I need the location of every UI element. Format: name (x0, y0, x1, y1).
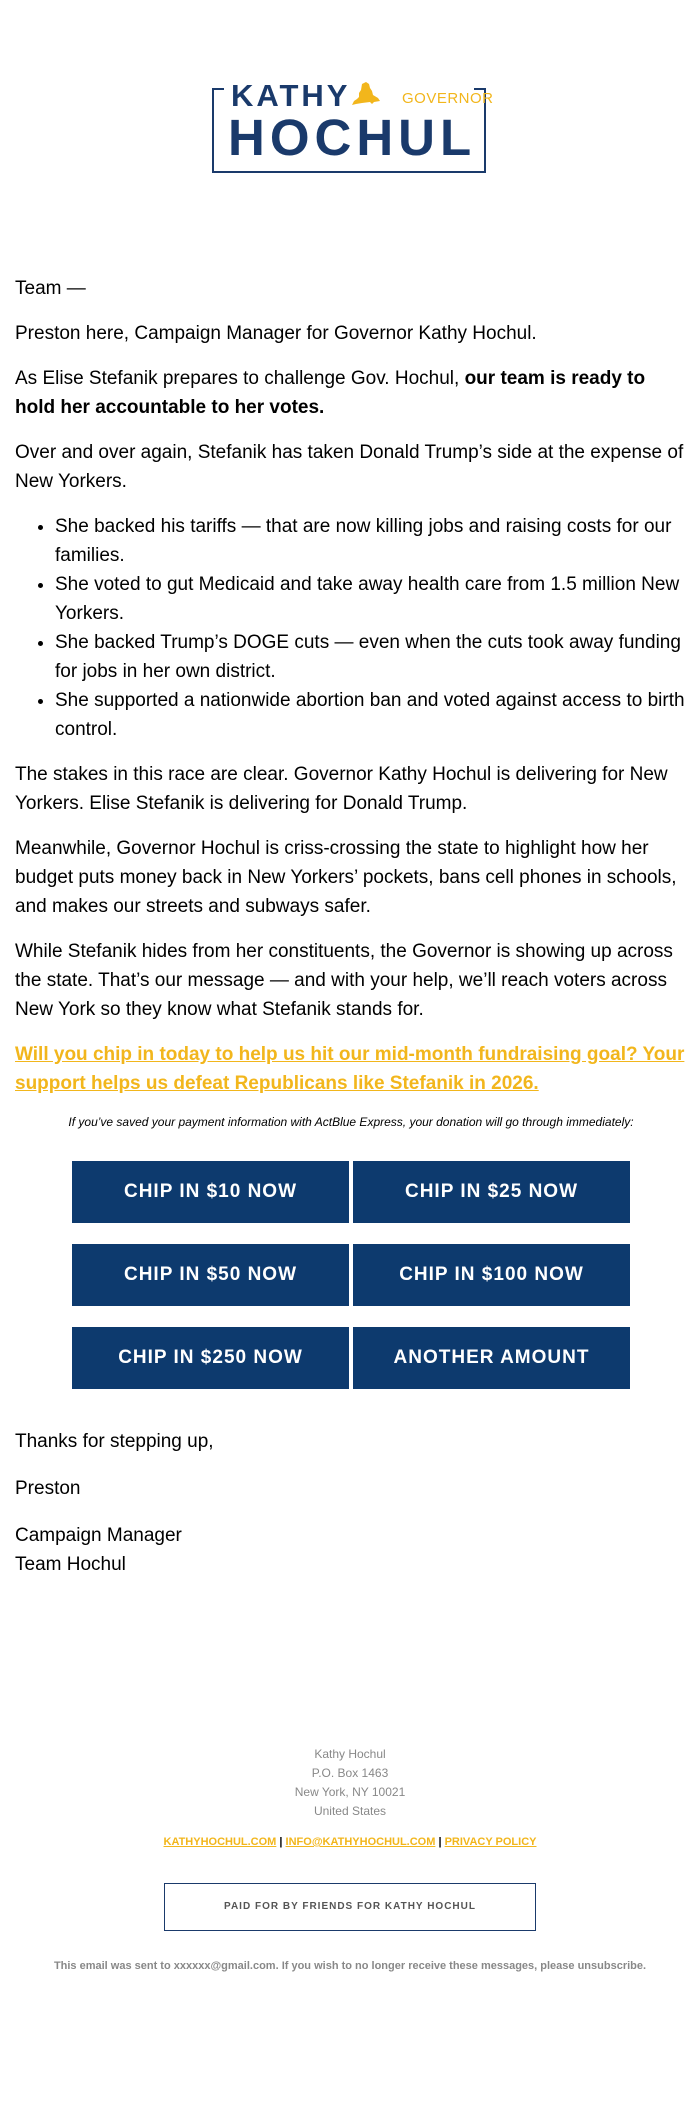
signer-title: Campaign Manager (15, 1525, 182, 1546)
list-item: • She voted to gut Medicaid and take away health care from 1.5 million New Yorkers. (55, 570, 687, 628)
actblue-express-note: If you’ve saved your payment information with ActBlue Express, your donation will go through immediately: (68, 1115, 634, 1129)
chip-in-link[interactable]: Will you chip in today to help us hit our mid-month fundraising goal? Your support helps us defeat Republicans like Stefanik in 2026. (15, 1044, 685, 1094)
signoff (15, 1427, 214, 1579)
stakes-paragraph: The stakes in this race are clear. Governor Kathy Hochul is delivering for New Yorkers. Elise Stefanik is delivering for Donald Trump. (15, 764, 668, 814)
message-paragraph: While Stefanik hides from her constituents, the Governor is showing up across the state. That’s our message — and with your help, we’ll reach voters across New York so they know what Stefanik stands for. (15, 941, 673, 1020)
website-link[interactable]: KATHYHOCHUL.COM (163, 1836, 277, 1848)
list-item: • She backed his tariffs — that are now killing jobs and raising costs for our families. (55, 512, 687, 570)
chip-in-50-button[interactable]: CHIP IN $50 NOW (72, 1244, 349, 1306)
link-separator: | (438, 1836, 442, 1848)
footer-links (0, 1836, 700, 1848)
new-york-state-icon (352, 82, 380, 108)
campaign-logo (212, 78, 494, 173)
another-amount-button[interactable]: ANOTHER AMOUNT (353, 1327, 630, 1389)
footer-address (0, 1745, 700, 1821)
trump-side-paragraph: Over and over again, Stefanik has taken Donald Trump’s side at the expense of New Yorkers. (15, 442, 684, 492)
chip-in-100-button[interactable]: CHIP IN $100 NOW (353, 1244, 630, 1306)
accountability-lead: As Elise Stefanik prepares to challenge Gov. Hochul, (15, 368, 465, 389)
accountability-paragraph (15, 364, 687, 422)
signer-name: Preston (15, 1478, 81, 1499)
address-line: United States (313, 1804, 387, 1818)
cta-paragraph (15, 1040, 687, 1098)
chip-in-25-button[interactable]: CHIP IN $25 NOW (353, 1161, 630, 1223)
paid-for-disclaimer: PAID FOR BY FRIENDS FOR KATHY HOCHUL (164, 1883, 536, 1931)
greeting: Team — (15, 278, 86, 299)
link-separator: | (279, 1836, 283, 1848)
signer-team: Team Hochul (15, 1554, 126, 1575)
chip-in-10-button[interactable]: CHIP IN $10 NOW (72, 1161, 349, 1223)
intro-paragraph: Preston here, Campaign Manager for Governor Kathy Hochul. (15, 323, 537, 344)
accountability-bold: our team is ready to hold her accountable to her votes. (15, 368, 646, 418)
address-line: Kathy Hochul (314, 1747, 386, 1761)
logo-hochul-text: HOCHUL (228, 109, 477, 166)
chip-in-250-button[interactable]: CHIP IN $250 NOW (72, 1327, 349, 1389)
address-line: P.O. Box 1463 (311, 1766, 389, 1780)
list-item: • She backed Trump’s DOGE cuts — even when the cuts took away funding for jobs in her own district. (55, 628, 687, 686)
votes-list (15, 512, 687, 744)
email-body (15, 274, 687, 1146)
thanks-line: Thanks for stepping up, (15, 1431, 214, 1452)
privacy-policy-link[interactable]: PRIVACY POLICY (444, 1836, 537, 1848)
address-line: New York, NY 10021 (294, 1785, 406, 1799)
list-item: • She supported a nationwide abortion ban and voted against access to birth control. (55, 686, 687, 744)
logo-kathy-text: KATHY (231, 78, 351, 113)
email-link[interactable]: INFO@KATHYHOCHUL.COM (285, 1836, 436, 1848)
logo-frame-left (212, 88, 224, 90)
logo-governor-text: GOVERNOR (402, 90, 494, 107)
budget-paragraph: Meanwhile, Governor Hochul is criss-crossing the state to highlight how her budget puts money back in New Yorkers’ pockets, bans cell phones in schools, and makes our streets and subways safer. (15, 838, 677, 917)
unsubscribe-notice[interactable]: This email was sent to xxxxxx@gmail.com. If you wish to no longer receive these messages, please unsubscribe. (53, 1960, 647, 1972)
